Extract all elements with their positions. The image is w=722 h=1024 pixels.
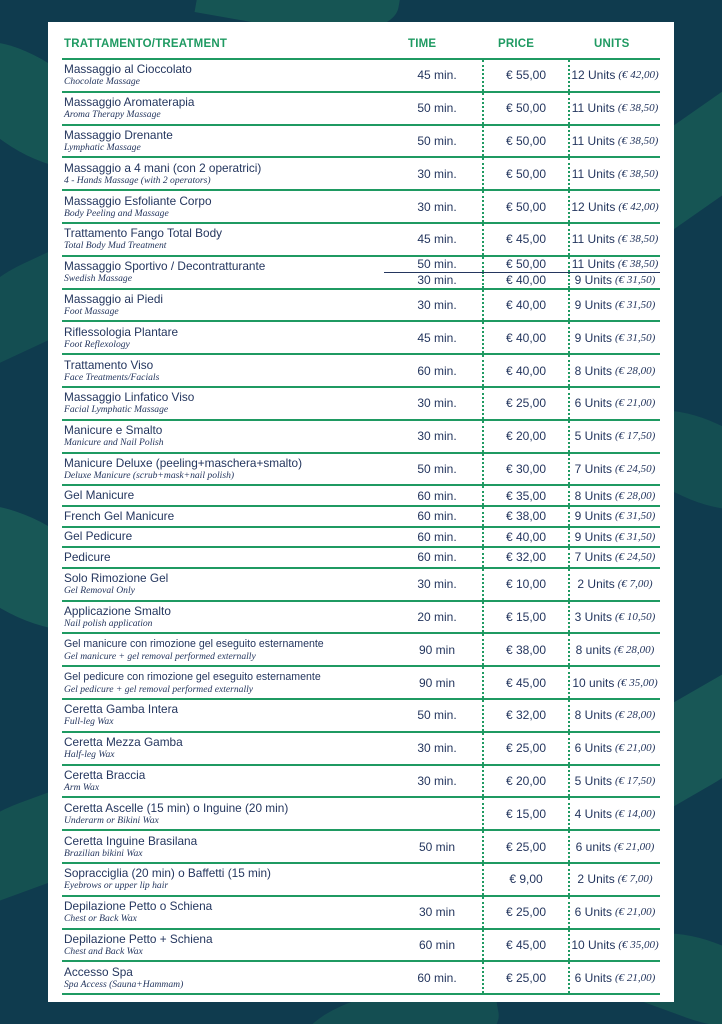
units-value: (€ 28,00) bbox=[614, 643, 655, 656]
time-cell: 30 min. bbox=[417, 166, 457, 181]
table-row bbox=[62, 798, 660, 831]
header-price: PRICE bbox=[498, 38, 535, 50]
price-cell: € 25,00 bbox=[482, 962, 570, 993]
units-cell bbox=[570, 93, 660, 124]
price-cell: € 10,00 bbox=[482, 569, 570, 600]
table-row bbox=[62, 962, 660, 995]
treatment-english: Chest and Back Wax bbox=[64, 945, 143, 957]
price-cell: € 50,00 bbox=[482, 257, 570, 272]
units-count: 8 Units bbox=[574, 363, 613, 378]
price-cell: € 50,00 bbox=[482, 93, 570, 124]
units-value: (€ 17,50) bbox=[615, 430, 656, 443]
treatment-english: Manicure and Nail Polish bbox=[64, 437, 164, 449]
table-row bbox=[62, 569, 660, 602]
treatment-italian: Gel Manicure bbox=[64, 488, 135, 503]
units-value: (€ 21,00) bbox=[615, 906, 656, 919]
table-row bbox=[62, 831, 660, 864]
units-count: 2 Units bbox=[577, 577, 615, 592]
treatment-italian: Gel manicure con rimozione gel eseguito esternamente bbox=[64, 637, 324, 650]
time-cell: 50 min. bbox=[417, 133, 457, 148]
units-value: (€ 35,00) bbox=[617, 676, 658, 689]
treatment-english: Swedish Massage bbox=[64, 273, 132, 285]
treatment-english: Arm Wax bbox=[64, 781, 100, 793]
time-cell: 30 min bbox=[418, 905, 456, 920]
time-cell: 60 min. bbox=[417, 529, 457, 544]
units-count: 11 Units bbox=[571, 101, 615, 116]
price-cell: € 25,00 bbox=[482, 733, 570, 764]
units-cell bbox=[570, 864, 660, 895]
price-cell: € 20,00 bbox=[482, 766, 570, 797]
price-cell: € 20,00 bbox=[482, 421, 570, 452]
units-value: (€ 31,50) bbox=[615, 510, 656, 523]
units-value: (€ 28,00) bbox=[615, 364, 656, 377]
units-count: 5 Units bbox=[574, 429, 613, 444]
time-cell: 50 min. bbox=[417, 257, 457, 272]
units-value: (€ 17,50) bbox=[615, 774, 656, 787]
units-count: 11 Units bbox=[571, 232, 615, 247]
units-count: 10 units bbox=[572, 675, 615, 690]
price-cell: € 45,00 bbox=[482, 224, 570, 255]
table-row bbox=[62, 257, 660, 290]
time-cell: 60 min. bbox=[417, 970, 457, 985]
table-header bbox=[62, 38, 660, 60]
treatment-italian: Gel Pedicure bbox=[64, 529, 133, 544]
units-count: 11 Units bbox=[571, 133, 615, 148]
time-cell: 50 min bbox=[418, 839, 456, 854]
price-cell: € 38,00 bbox=[482, 507, 570, 526]
treatment-name bbox=[62, 831, 394, 862]
split-divider bbox=[384, 272, 660, 273]
table-row bbox=[62, 864, 660, 897]
treatment-english: Total Body Mud Treatment bbox=[64, 240, 167, 252]
treatment-name bbox=[62, 528, 394, 547]
units-value: (€ 42,00) bbox=[618, 200, 659, 213]
treatment-name bbox=[62, 733, 394, 764]
table-row bbox=[62, 158, 660, 191]
treatment-english: Deluxe Manicure (scrub+mask+nail polish) bbox=[64, 469, 235, 481]
units-value: (€ 21,00) bbox=[615, 742, 656, 755]
time-cell: 30 min. bbox=[417, 773, 457, 788]
units-value: (€ 31,50) bbox=[615, 298, 656, 311]
units-count: 6 Units bbox=[574, 905, 613, 920]
treatment-name bbox=[62, 667, 394, 698]
units-value: (€ 35,00) bbox=[618, 938, 659, 951]
units-count: 9 Units bbox=[574, 330, 613, 345]
units-cell bbox=[570, 831, 660, 862]
price-cell: € 50,00 bbox=[482, 191, 570, 222]
treatment-english: 4 - Hands Massage (with 2 operators) bbox=[64, 174, 211, 186]
units-cell bbox=[570, 602, 660, 633]
units-value: (€ 38,50) bbox=[617, 258, 659, 271]
treatment-name bbox=[62, 700, 394, 731]
table-row bbox=[62, 224, 660, 257]
treatment-english: Aroma Therapy Massage bbox=[64, 109, 161, 121]
units-cell bbox=[570, 486, 660, 505]
treatment-name bbox=[62, 864, 394, 895]
table-row bbox=[62, 191, 660, 224]
time-cell: 20 min. bbox=[417, 609, 457, 624]
time-cell: 50 min. bbox=[417, 708, 457, 723]
time-cell: 30 min. bbox=[417, 272, 457, 287]
treatment-english: Gel Removal Only bbox=[64, 585, 135, 597]
price-cell: € 40,00 bbox=[482, 290, 570, 321]
units-value: (€ 10,50) bbox=[615, 610, 656, 623]
treatment-italian: Solo Rimozione Gel bbox=[64, 571, 169, 586]
units-value: (€ 31,50) bbox=[615, 331, 656, 344]
units-count: 3 Units bbox=[574, 609, 613, 624]
treatment-italian: Sopracciglia (20 min) o Baffetti (15 min) bbox=[64, 866, 271, 881]
units-value: (€ 14,00) bbox=[615, 807, 656, 820]
units-value: (€ 21,00) bbox=[615, 971, 656, 984]
treatment-name bbox=[62, 322, 394, 353]
treatment-english: Eyebrows or upper lip hair bbox=[64, 880, 169, 892]
units-cell bbox=[570, 507, 660, 526]
treatment-italian: Massaggio Sportivo / Decontratturante bbox=[64, 259, 266, 274]
treatment-name bbox=[62, 507, 394, 526]
units-count: 9 Units bbox=[574, 297, 613, 312]
treatment-name bbox=[62, 569, 394, 600]
units-cell bbox=[570, 930, 660, 961]
price-cell: € 40,00 bbox=[482, 528, 570, 547]
units-count: 9 Units bbox=[574, 272, 613, 287]
treatment-italian: Massaggio Drenante bbox=[64, 127, 173, 142]
treatment-name bbox=[62, 602, 394, 633]
table-row bbox=[62, 602, 660, 635]
table-row bbox=[62, 507, 660, 528]
units-cell bbox=[570, 224, 660, 255]
units-cell bbox=[570, 421, 660, 452]
treatment-name bbox=[62, 191, 394, 222]
time-cell: 45 min. bbox=[417, 232, 457, 247]
treatment-italian: Trattamento Viso bbox=[64, 357, 154, 372]
price-cell: € 25,00 bbox=[482, 831, 570, 862]
units-cell bbox=[570, 634, 660, 665]
units-cell bbox=[570, 798, 660, 829]
treatment-name bbox=[62, 60, 394, 91]
header-treatment: TRATTAMENTO/TREATMENT bbox=[64, 38, 228, 50]
table-row bbox=[62, 290, 660, 323]
treatment-italian: Massaggio Aromaterapia bbox=[64, 95, 195, 110]
table-row bbox=[62, 634, 660, 667]
treatment-english: Spa Access (Sauna+Hammam) bbox=[64, 978, 184, 990]
table-row bbox=[62, 322, 660, 355]
units-value: (€ 24,50) bbox=[615, 551, 656, 564]
table-row bbox=[62, 700, 660, 733]
units-value: (€ 28,00) bbox=[615, 709, 656, 722]
units-value: (€ 24,50) bbox=[615, 462, 656, 475]
table-row bbox=[62, 733, 660, 766]
time-cell: 30 min. bbox=[417, 297, 457, 312]
units-value: (€ 38,50) bbox=[617, 233, 659, 246]
treatment-italian: Depilazione Petto o Schiena bbox=[64, 899, 213, 914]
table-row bbox=[62, 897, 660, 930]
treatment-italian: Manicure e Smalto bbox=[64, 423, 163, 438]
units-count: 11 Units bbox=[571, 166, 615, 181]
treatment-name bbox=[62, 355, 394, 386]
time-cell: 45 min. bbox=[417, 68, 457, 83]
treatment-english: Gel manicure + gel removal performed externally bbox=[64, 650, 256, 662]
treatment-english: Brazilian bikini Wax bbox=[64, 847, 143, 859]
units-count: 2 Units bbox=[577, 872, 615, 887]
table-row bbox=[62, 60, 660, 93]
price-cell: € 15,00 bbox=[482, 602, 570, 633]
units-count: 11 Units bbox=[571, 257, 615, 272]
treatment-name bbox=[62, 158, 394, 189]
table-row bbox=[62, 548, 660, 569]
treatment-italian: Manicure Deluxe (peeling+maschera+smalto) bbox=[64, 455, 303, 470]
table-row bbox=[62, 388, 660, 421]
treatment-italian: Massaggio Esfoliante Corpo bbox=[64, 193, 212, 208]
price-cell: € 25,00 bbox=[482, 897, 570, 928]
treatment-name bbox=[62, 962, 394, 993]
treatment-table bbox=[62, 60, 660, 995]
treatment-english: Lymphatic Massage bbox=[64, 141, 141, 153]
price-cell: € 9,00 bbox=[482, 864, 570, 895]
units-cell bbox=[570, 126, 660, 157]
price-list-sheet bbox=[48, 22, 674, 1002]
units-cell bbox=[570, 766, 660, 797]
treatment-italian: Gel pedicure con rimozione gel eseguito esternamente bbox=[64, 670, 321, 683]
units-cell bbox=[570, 191, 660, 222]
treatment-italian: Riflessologia Plantare bbox=[64, 324, 179, 339]
time-cell: 60 min. bbox=[417, 488, 457, 503]
table-row bbox=[62, 126, 660, 159]
treatment-italian: Pedicure bbox=[64, 549, 111, 564]
treatment-italian: Massaggio ai Piedi bbox=[64, 291, 164, 306]
treatment-italian: Massaggio al Cioccolato bbox=[64, 62, 192, 77]
price-cell: € 32,00 bbox=[482, 548, 570, 567]
price-cell: € 45,00 bbox=[482, 667, 570, 698]
treatment-italian: Trattamento Fango Total Body bbox=[64, 226, 223, 241]
time-cell: 90 min bbox=[418, 642, 456, 657]
header-units: UNITS bbox=[594, 38, 630, 50]
treatment-english: Foot Massage bbox=[64, 305, 119, 317]
treatment-name bbox=[62, 454, 394, 485]
table-row bbox=[62, 766, 660, 799]
time-cell: 30 min. bbox=[417, 429, 457, 444]
table-row bbox=[62, 667, 660, 700]
units-cell bbox=[570, 272, 660, 287]
treatment-name bbox=[62, 126, 394, 157]
price-cell: € 30,00 bbox=[482, 454, 570, 485]
table-row bbox=[62, 93, 660, 126]
units-count: 8 Units bbox=[574, 708, 613, 723]
table-row bbox=[62, 528, 660, 549]
treatment-italian: Ceretta Ascelle (15 min) o Inguine (20 min) bbox=[64, 800, 289, 815]
time-cell: 60 min. bbox=[417, 550, 457, 565]
treatment-english: Face Treatments/Facials bbox=[64, 371, 160, 383]
treatment-name bbox=[62, 548, 394, 567]
units-cell bbox=[570, 388, 660, 419]
units-value: (€ 42,00) bbox=[618, 69, 659, 82]
units-count: 6 Units bbox=[574, 741, 613, 756]
units-count: 6 Units bbox=[574, 970, 613, 985]
time-cell bbox=[392, 798, 482, 829]
price-cell: € 45,00 bbox=[482, 930, 570, 961]
treatment-english: Full-leg Wax bbox=[64, 716, 114, 728]
units-cell bbox=[570, 290, 660, 321]
units-cell bbox=[570, 528, 660, 547]
units-value: (€ 28,00) bbox=[615, 489, 656, 502]
split-row bbox=[392, 272, 660, 287]
units-count: 9 Units bbox=[574, 529, 613, 544]
units-cell bbox=[570, 355, 660, 386]
treatment-italian: Ceretta Inguine Brasilana bbox=[64, 833, 198, 848]
price-cell: € 55,00 bbox=[482, 60, 570, 91]
treatment-english: Underarm or Bikini Wax bbox=[64, 814, 159, 826]
units-value: (€ 7,00) bbox=[617, 873, 653, 886]
time-cell: 60 min. bbox=[417, 363, 457, 378]
header-time: TIME bbox=[408, 38, 437, 50]
units-value: (€ 38,50) bbox=[617, 167, 659, 180]
table-row bbox=[62, 486, 660, 507]
treatment-italian: Ceretta Mezza Gamba bbox=[64, 735, 183, 750]
units-count: 10 Units bbox=[571, 937, 616, 952]
price-cell: € 40,00 bbox=[482, 355, 570, 386]
treatment-english: Facial Lymphatic Massage bbox=[64, 404, 169, 416]
time-cell: 50 min. bbox=[417, 101, 457, 116]
time-cell bbox=[392, 864, 482, 895]
units-cell bbox=[570, 158, 660, 189]
treatment-italian: Depilazione Petto + Schiena bbox=[64, 931, 213, 946]
treatment-english: Nail polish application bbox=[64, 617, 153, 629]
units-count: 6 units bbox=[575, 839, 612, 854]
table-row bbox=[62, 454, 660, 487]
units-cell bbox=[570, 60, 660, 91]
time-cell: 60 min. bbox=[417, 509, 457, 524]
units-value: (€ 31,50) bbox=[615, 530, 656, 543]
time-cell: 45 min. bbox=[417, 330, 457, 345]
price-cell: € 50,00 bbox=[482, 126, 570, 157]
time-cell: 60 min bbox=[418, 937, 456, 952]
treatment-name bbox=[62, 798, 394, 829]
price-cell: € 50,00 bbox=[482, 158, 570, 189]
time-cell: 30 min. bbox=[417, 199, 457, 214]
units-count: 8 units bbox=[575, 642, 612, 657]
treatment-name bbox=[62, 766, 394, 797]
treatment-name bbox=[62, 930, 394, 961]
treatment-name bbox=[62, 257, 394, 288]
units-cell bbox=[570, 667, 660, 698]
treatment-english: Chest or Back Wax bbox=[64, 913, 137, 925]
time-cell: 50 min. bbox=[417, 461, 457, 476]
time-cell: 90 min bbox=[418, 675, 456, 690]
units-count: 8 Units bbox=[574, 488, 613, 503]
units-cell bbox=[570, 548, 660, 567]
units-value: (€ 21,00) bbox=[614, 840, 655, 853]
time-cell: 30 min. bbox=[417, 741, 457, 756]
table-row bbox=[62, 355, 660, 388]
table-row bbox=[62, 930, 660, 963]
price-cell: € 38,00 bbox=[482, 634, 570, 665]
treatment-name bbox=[62, 388, 394, 419]
price-cell: € 40,00 bbox=[482, 322, 570, 353]
price-cell: € 40,00 bbox=[482, 272, 570, 287]
units-cell bbox=[570, 569, 660, 600]
treatment-name bbox=[62, 486, 394, 505]
treatment-name bbox=[62, 93, 394, 124]
units-count: 5 Units bbox=[574, 773, 613, 788]
treatment-english: Chocolate Massage bbox=[64, 76, 140, 88]
units-count: 7 Units bbox=[574, 550, 613, 565]
units-cell bbox=[570, 897, 660, 928]
units-count: 7 Units bbox=[574, 461, 613, 476]
units-value: (€ 7,00) bbox=[617, 578, 653, 591]
units-count: 9 Units bbox=[574, 509, 613, 524]
treatment-italian: Massaggio a 4 mani (con 2 operatrici) bbox=[64, 160, 262, 175]
treatment-name bbox=[62, 224, 394, 255]
units-cell bbox=[570, 454, 660, 485]
price-cell: € 15,00 bbox=[482, 798, 570, 829]
units-cell bbox=[570, 322, 660, 353]
treatment-english: Body Peeling and Massage bbox=[64, 207, 169, 219]
price-cell: € 25,00 bbox=[482, 388, 570, 419]
price-cell: € 35,00 bbox=[482, 486, 570, 505]
units-cell bbox=[570, 700, 660, 731]
treatment-english: Gel pedicure + gel removal performed externally bbox=[64, 683, 254, 695]
treatment-name bbox=[62, 290, 394, 321]
treatment-name bbox=[62, 634, 394, 665]
treatment-italian: Applicazione Smalto bbox=[64, 603, 171, 618]
treatment-italian: Ceretta Gamba Intera bbox=[64, 702, 179, 717]
table-row bbox=[62, 421, 660, 454]
units-count: 12 Units bbox=[571, 68, 616, 83]
time-cell: 30 min. bbox=[417, 396, 457, 411]
treatment-italian: Accesso Spa bbox=[64, 964, 133, 979]
treatment-italian: Ceretta Braccia bbox=[64, 767, 146, 782]
treatment-english: Half-leg Wax bbox=[64, 749, 115, 761]
time-cell: 30 min. bbox=[417, 577, 457, 592]
treatment-name bbox=[62, 897, 394, 928]
units-cell bbox=[570, 257, 660, 272]
units-value: (€ 31,50) bbox=[615, 273, 656, 286]
units-value: (€ 38,50) bbox=[617, 134, 659, 147]
units-count: 6 Units bbox=[574, 396, 613, 411]
price-cell: € 32,00 bbox=[482, 700, 570, 731]
units-cell bbox=[570, 962, 660, 993]
units-cell bbox=[570, 733, 660, 764]
treatment-italian: French Gel Manicure bbox=[64, 508, 175, 523]
treatment-name bbox=[62, 421, 394, 452]
split-row bbox=[392, 257, 660, 272]
units-value: (€ 38,50) bbox=[617, 102, 659, 115]
units-value: (€ 21,00) bbox=[615, 397, 656, 410]
treatment-italian: Massaggio Linfatico Viso bbox=[64, 390, 195, 405]
treatment-english: Foot Reflexology bbox=[64, 338, 130, 350]
units-count: 12 Units bbox=[571, 199, 616, 214]
units-count: 4 Units bbox=[574, 806, 613, 821]
